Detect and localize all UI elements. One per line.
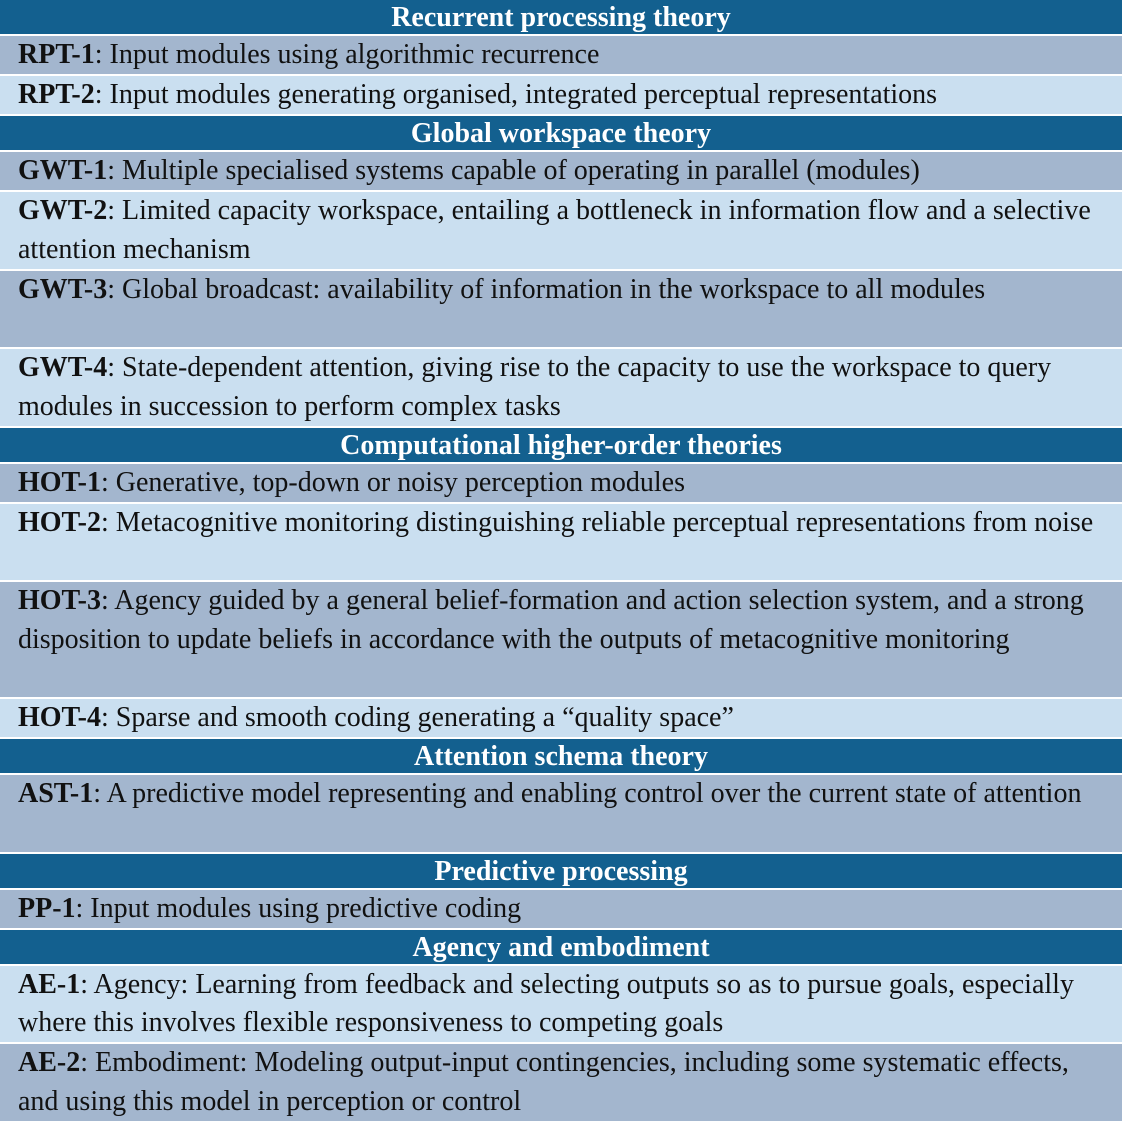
section-header-hot: Computational higher-order theories	[0, 428, 1122, 464]
indicator-text: : Agency guided by a general belief-formation and action selection system, and a strong disposition to update beliefs in accordance with the outputs of metacognitive monitoring	[18, 585, 1084, 655]
indicator-row-gwt-3	[0, 271, 1122, 350]
section-header-ae: Agency and embodiment	[0, 930, 1122, 966]
indicator-row-ae-2	[0, 1044, 1122, 1123]
indicator-text: : Input modules using predictive coding	[75, 892, 522, 924]
indicator-row-hot-3	[0, 582, 1122, 699]
indicator-row-gwt-4	[0, 349, 1122, 428]
indicator-code: GWT-1	[18, 155, 108, 186]
indicator-code: GWT-3	[18, 273, 108, 305]
indicator-row-gwt-1	[0, 152, 1122, 192]
indicator-code: HOT-1	[18, 466, 101, 498]
section-header-ast: Attention schema theory	[0, 739, 1122, 775]
indicator-row-hot-2	[0, 504, 1122, 583]
indicator-row-ae-1	[0, 966, 1122, 1045]
section-header-rpt: Recurrent processing theory	[0, 0, 1122, 36]
indicator-text: : Generative, top-down or noisy perception modules	[101, 466, 685, 498]
indicator-text: : A predictive model representing and enabling control over the current state of attention	[93, 778, 1082, 809]
indicator-text: : State-dependent attention, giving rise to the capacity to use the workspace to query modules in succession to perform complex tasks	[18, 352, 1052, 422]
indicator-text: : Metacognitive monitoring distinguishing reliable perceptual representations from noise	[101, 506, 1094, 538]
indicator-text: : Global broadcast: availability of information in the workspace to all modules	[107, 273, 986, 305]
indicator-row-ast-1	[0, 775, 1122, 854]
indicator-text: : Embodiment: Modeling output-input contingencies, including some systematic effects, and using this model in perception or control	[18, 1047, 1069, 1117]
indicator-row-hot-4	[0, 699, 1122, 739]
indicator-code: AE-1	[18, 968, 81, 1000]
indicator-row-rpt-2	[0, 76, 1122, 116]
section-header-pp: Predictive processing	[0, 854, 1122, 890]
indicator-text: : Sparse and smooth coding generating a “quality space”	[101, 702, 734, 733]
indicator-code: RPT-1	[18, 39, 95, 70]
indicator-code: AE-2	[18, 1047, 81, 1078]
indicator-code: GWT-2	[18, 195, 108, 226]
indicator-text: : Multiple specialised systems capable of operating in parallel (modules)	[107, 155, 920, 186]
indicator-text: : Agency: Learning from feedback and selecting outputs so as to pursue goals, especially where this involves flexible responsiveness to competing goals	[18, 968, 1074, 1038]
indicator-code: AST-1	[18, 778, 94, 809]
indicator-code: HOT-4	[18, 702, 101, 733]
indicator-code: HOT-2	[18, 506, 101, 538]
indicator-text: : Limited capacity workspace, entailing a bottleneck in information flow and a selective attention mechanism	[18, 195, 1091, 265]
indicator-text: : Input modules generating organised, integrated perceptual representations	[94, 79, 938, 110]
section-header-gwt: Global workspace theory	[0, 116, 1122, 152]
indicator-code: GWT-4	[18, 352, 108, 383]
indicator-text: : Input modules using algorithmic recurrence	[94, 39, 600, 70]
indicator-code: HOT-3	[18, 585, 101, 616]
indicator-code: RPT-2	[18, 79, 95, 110]
indicator-row-hot-1	[0, 464, 1122, 504]
indicator-row-rpt-1	[0, 36, 1122, 76]
indicator-row-pp-1	[0, 890, 1122, 930]
indicator-code: PP-1	[18, 892, 76, 924]
indicator-row-gwt-2	[0, 192, 1122, 271]
